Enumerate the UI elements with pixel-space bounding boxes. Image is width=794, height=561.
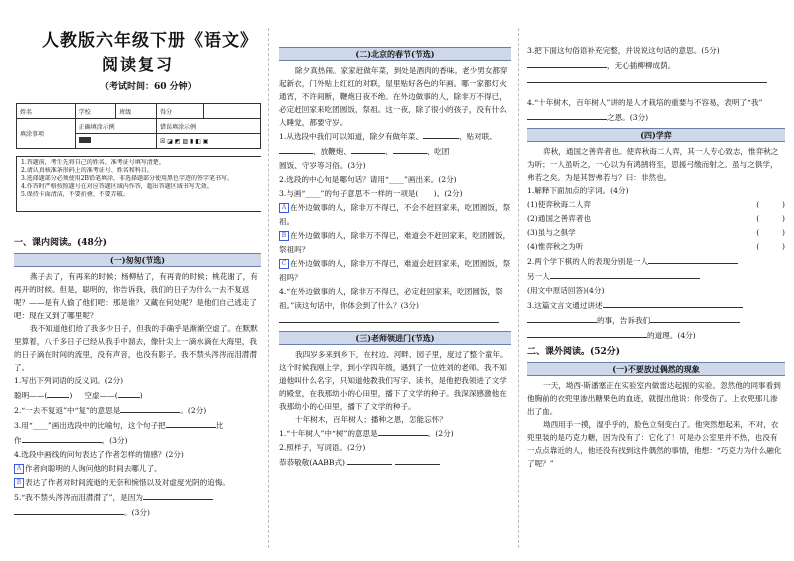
question-4: 4.“在外边做事的人，除非万不得已，必定赶回家来，吃团圆饭，祭祖。”读这句话中，你体会到了什么？(3分): [279, 287, 503, 310]
answer-blank[interactable]: [603, 298, 743, 308]
answer-line[interactable]: [527, 73, 785, 88]
answer-blank[interactable]: [351, 144, 385, 154]
passage-paragraph: 一天，坳西·斯潘塞正在实验室内做雷达起振的实验。忽然他的同事看到他胸前的衣兜里渗出糖果色的血迹，就提出他说：你受伤了。上衣兜那儿渗出了血。: [527, 381, 781, 416]
answer-blank[interactable]: [378, 426, 428, 436]
answer-blank[interactable]: [120, 403, 180, 413]
column-left: [14, 0, 261, 561]
passage-paragraph: 我四岁多来到乡下，在村边、河畔、园子里，度过了整个童年。这个时候我刚上学，到小学四年级，遇到了一位姓刘的老师。我不知道他叫什么名字，只知道他教我们写字、读书，是他把我领进了文学的殿堂，在我那幼小的心田里，播下了文学的种子。我深深感激他在我那幼小的心田里，播下了文学的种子。: [279, 350, 508, 411]
option-b[interactable]: B 表达了作者对时间流逝的无奈和惋惜以及对虚度光阴的追悔。: [14, 476, 261, 490]
passage-paragraph: 我不知道他们给了我多少日子，但我的手确乎是渐渐空虚了。在默默里算着，八千多日子已经从我手中溜去，像针尖上一滴水滴在大海里，我的日子滴在时间的流里，没有声音，也没有影子。我不禁头涔涔而泪潸潸了。: [14, 324, 258, 372]
question-5: 1.“十年树人”中“树”的意思是 。(2分): [279, 426, 511, 441]
answer-blank[interactable]: [118, 388, 140, 398]
answer-blank[interactable]: [393, 144, 427, 154]
notice-line: 3.选择题部分必须使用2B铅笔填涂，非选择题部分使用黑色字迹的签字笔书写。: [21, 175, 233, 182]
exam-time: （考试时间：60 分钟）: [100, 82, 197, 92]
notice-line: 2.请认真核准条形码上的准考证号、姓名和科目。: [21, 167, 153, 174]
answer-blank[interactable]: [527, 313, 597, 323]
notice-line: 4.作答时严格按照题号在对应答题区域内作答，超出答题区域书写无效。: [21, 183, 213, 190]
answer-blank[interactable]: [527, 110, 607, 120]
answer-line[interactable]: [279, 313, 511, 328]
passage-paragraph: 坳西用手一摸，湿乎乎的，脸色立刻变白了。他突然想起来，不对，衣兜里装的是巧克力糖，因为没有了：它化了！可是办公室里并不热，也没有一点点靠近的人，他还没有找到这件偶然的事情，他想：“巧克力为什么融化了呢？”: [527, 420, 782, 468]
question-1-item: (1)使弈秋诲二人弈 ( ): [527, 200, 785, 209]
question-1-line3: 圆饭、守岁等习俗。(3分): [279, 161, 366, 170]
question-1-item: (4)惟弈秋之为听 ( ): [527, 242, 785, 251]
notice-line: 1.答题前，考生先将自己的姓名、准考证号填写清楚。: [21, 159, 165, 166]
score-label: 得分: [157, 104, 204, 119]
answer-blank[interactable]: [347, 455, 392, 465]
column-middle: [279, 0, 511, 561]
question-3: 3.用“____”画出选段中的比喻句，这个句子把 比: [14, 418, 261, 433]
question-3: 3.与画“____”的句子意思不一样的一项是( )。(2分): [279, 189, 463, 198]
answer-blank[interactable]: [648, 254, 738, 264]
answer-blank[interactable]: [14, 505, 124, 515]
answer-blank[interactable]: [423, 129, 459, 139]
column-divider: [518, 28, 519, 548]
question-6-example: 恭恭敬敬(AABB式): [279, 455, 511, 470]
page-subtitle: 阅读复习: [102, 55, 175, 74]
passage-heading-2: (一)不要放过偶然的现象: [527, 362, 785, 376]
question-1: 1.解释下面加点的字词。(4分): [527, 186, 629, 195]
name-label: 姓名: [17, 104, 76, 119]
answer-blank[interactable]: [550, 269, 700, 279]
question-1-answers: 聪明——( ) 空虚——( ): [14, 388, 261, 403]
passage-paragraph: 弈秋，通国之善弈者也。使弈秋诲二人弈，其一人专心致志，惟弈秋之为听；一人虽听之，一心以为有鸿鹄将至，思援弓缴而射之。虽与之俱学，弗若之矣。为是其智弗若与？曰：非然也。: [527, 147, 779, 182]
answer-blank[interactable]: [527, 58, 607, 68]
correct-example: [75, 134, 156, 149]
option-a[interactable]: A 在外边做事的人，除非万不得已，不会不赶回家来，吃团圆饭，祭祖。: [279, 203, 511, 226]
passage-paragraph: 十年树木，百年树人；播种之恩，怎能忘怀？: [295, 415, 447, 424]
question-3: 3.把下面这句俗语补充完整，并说说这句话的意思。(5分): [527, 46, 720, 55]
answer-blank[interactable]: [395, 455, 440, 465]
column-divider: [268, 28, 269, 548]
question-3-line2: 作 。(3分): [14, 433, 261, 448]
question-6: 2.照样子，写词语。(2分): [279, 443, 366, 452]
fill-label: 填涂事项: [17, 119, 76, 149]
page-title: 人教版六年级下册《语文》: [42, 31, 258, 51]
question-2: 2.选段的中心句是哪句话？请用“____”画出来。(2分): [279, 175, 457, 184]
wrong-examples: ☒ ◪ ◩ ▨ ▮ ◧ ▣: [157, 134, 261, 149]
section-title-1: 一、课内阅读。(48分): [14, 238, 108, 248]
student-info-table: [16, 103, 261, 149]
option-b[interactable]: B 在外边做事的人，除非万不得已，难道会不赶回家来，吃团圆饭，祭祖吗？: [279, 231, 511, 254]
class-label: 班级: [116, 104, 157, 119]
question-4: 4.“十年树木，百年树人”讲的是人才栽培的重要与不容易，表明了“我”之恩。(3分): [527, 98, 763, 122]
passage-heading: (四)学弈: [527, 128, 785, 142]
question-2-line3: (用文中原话回答)(4分): [527, 286, 605, 295]
question-2: 2.两个学下棋的人的表现分别是一人: [527, 254, 785, 269]
passage-heading-2: (三)老师领进门(节选): [279, 331, 511, 345]
question-3-answer: ，无心插柳柳成荫。: [527, 58, 785, 73]
question-3b-line2: 的事，告诉我们: [527, 313, 785, 328]
section-title-2: 二、课外阅读。(52分): [527, 347, 621, 357]
question-2-line2: 另一人: [527, 269, 785, 284]
option-c[interactable]: C 在外边做事的人，除非万不得已，难道会赶回家来，吃团圆饭，祭祖吗？: [279, 259, 511, 282]
passage-heading: (二)北京的春节(节选): [279, 47, 511, 61]
score-cell[interactable]: [204, 104, 261, 119]
question-3b-line3: 的道理。(4分): [527, 328, 785, 343]
answer-blank[interactable]: [650, 313, 740, 323]
wrong-label: 错误填涂示例: [157, 119, 261, 134]
answer-blank[interactable]: [527, 328, 647, 338]
option-a[interactable]: A 作者向聪明的人询问他的时间去哪儿了。: [14, 462, 261, 476]
answer-blank[interactable]: [22, 433, 102, 443]
passage-paragraph: 燕子去了，有再来的时候；杨柳枯了，有再青的时候；桃花谢了，有再开的时候。但是，聪明的，你告诉我，我们的日子为什么一去不复返呢？——是有人偷了他们吧：那是谁？又藏在何处呢？是他们自己逃走了吧：现在又到了哪里呢？: [14, 272, 258, 320]
notice-box: [16, 156, 261, 212]
column-right: [527, 0, 785, 561]
answer-blank[interactable]: [47, 388, 69, 398]
question-2: 2.“一去不复返”中“复”的意思是 。(2分): [14, 403, 261, 418]
question-5: 5.“我不禁头涔涔而泪潸潸了”，是因为: [14, 490, 261, 505]
answer-blank[interactable]: [166, 418, 216, 428]
question-3b: 3.这篇文言文通过讲述: [527, 298, 785, 313]
passage-paragraph: 除夕真热闹。家家赶做年菜，到处是酒肉的香味。老少男女都穿起新衣，门外贴上红红的对联，屋里贴好各色的年画。哪一家都灯火通宵，不许间断，鞭炮日夜不绝。在外边做事的人，除非万不得已，必定赶回家来吃团圆饭，祭祖。这一夜，除了很小的孩子，没有什么人睡觉，都要守岁。: [279, 66, 508, 127]
question-1-item: (3)虽与之俱学 ( ): [527, 228, 785, 237]
question-1: 1.写出下列词语的反义词。(2分): [14, 376, 124, 385]
question-1-line2: 、放鞭炮、 、 、吃团: [279, 144, 511, 159]
question-4: 4.选段中画线的问句表达了作者怎样的情感？(2分): [14, 450, 184, 459]
school-label: 学校: [75, 104, 116, 119]
question-1: 1.从选段中我们可以知道，除夕有做年菜、 、贴对联、: [279, 129, 511, 144]
answer-blank[interactable]: [143, 490, 213, 500]
notice-line: 5.保持卡面清洁，不要折叠、不要弄破。: [21, 191, 129, 198]
question-1-item: (2)通国之善弈者也 ( ): [527, 214, 785, 223]
answer-blank[interactable]: [279, 144, 313, 154]
correct-label: 正确填涂示例: [75, 119, 156, 134]
question-5-line2: 。(3分): [14, 505, 261, 520]
passage-heading: (一)匆匆(节选): [14, 253, 261, 267]
